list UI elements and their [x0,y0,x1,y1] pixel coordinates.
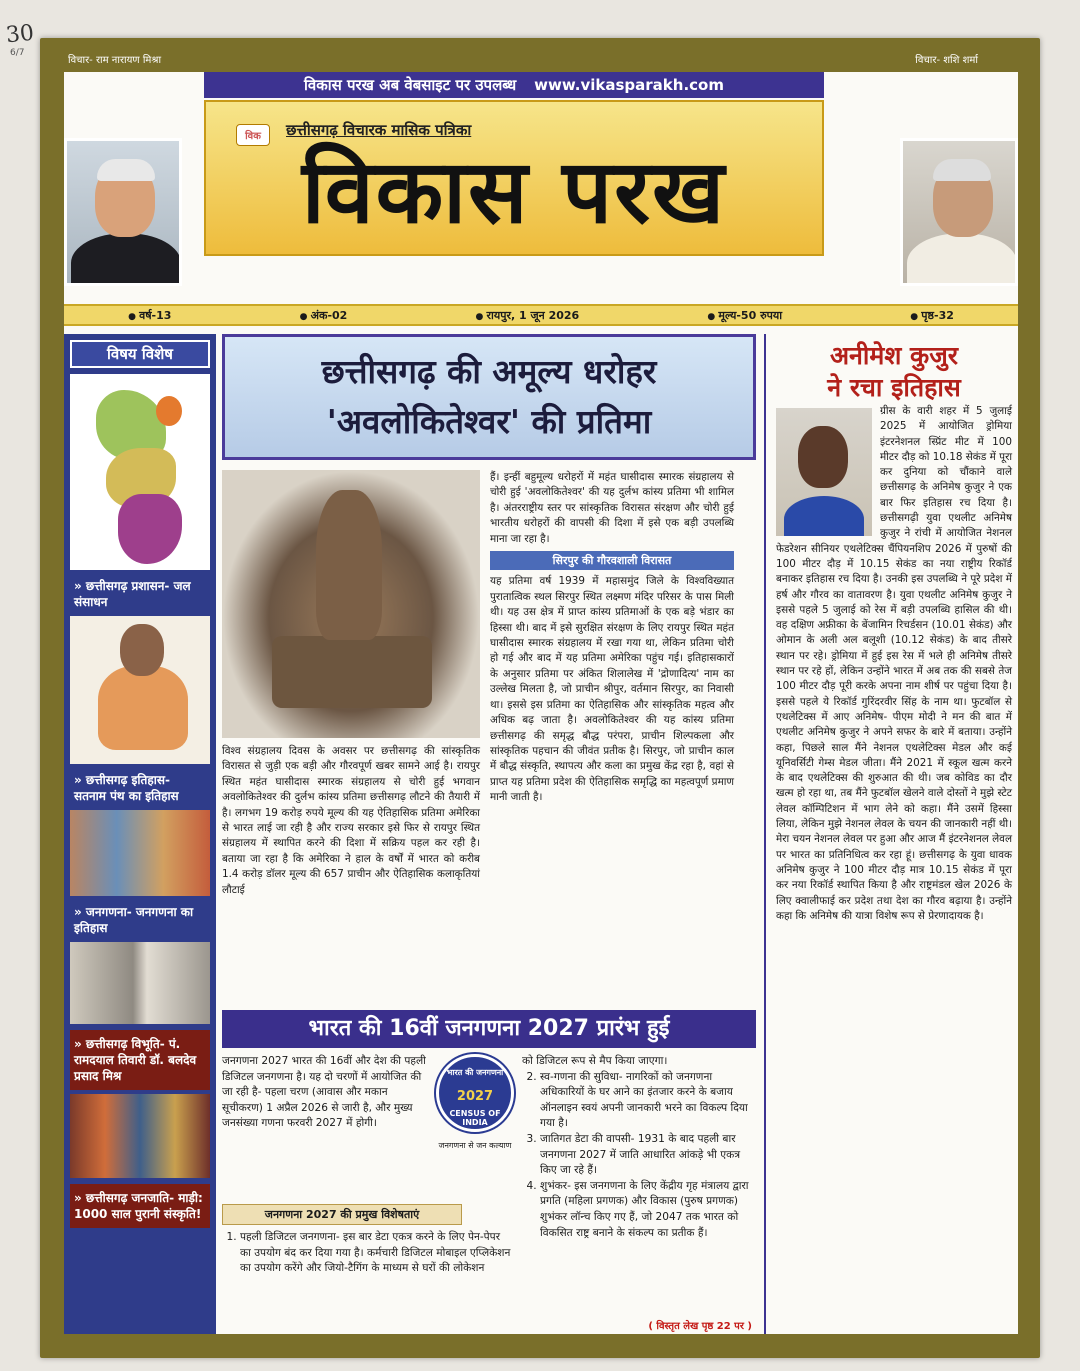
sidebar-item-census-history[interactable]: » जनगणना- जनगणना का इतिहास [74,905,194,935]
continued-note: ( विस्तृत लेख पृष्ठ 22 पर ) [648,1321,752,1332]
issue-number: ● अंक-02 [300,308,348,323]
census-story [222,1010,756,1334]
seal-slogan: जनगणना से जन कल्याण [438,1141,512,1150]
masthead [204,100,824,256]
right-column [764,334,1018,1334]
issue-place-date: ● रायपुर, 1 जून 2026 [476,308,580,323]
sidebar-item-personalities[interactable]: » छत्तीसगढ़ विभूति- पं. रामदयाल तिवारी डॉ. बलदेव प्रसाद मिश्र [70,1030,210,1090]
magazine-cover [40,38,1040,1358]
lead-column-2-body: यह प्रतिमा वर्ष 1939 में महासमुंद जिले के विश्वविख्यात पुरातात्विक स्थल सिरपुर स्थित लक्ष्मण मंदिर परिसर के पास मिली थी। यह उस क्षेत्र में प्राप्त कांस्य प्रतिमाओं के एक बड़े भंडार का हिस्सा थी। बाद में इसे सुरक्षित संरक्षण के लिए रायपुर स्थित महंत घासीदास स्मारक संग्रहालय में रखा गया था, लेकिन प्रतिमा चोरी हो गई और बाद में यह प्रतिमा अमेरिका पहुंच गई। इतिहासकारों के अनुसार प्रतिमा पर अंकित शिलालेख में 'द्रोणादित्य' नाम का उल्लेख मिलता है, जो प्राचीन श्रीपुर, वर्तमान सिरपुर, का निवासी था। इससे इस प्रतिमा का ऐतिहासिक और सांस्कृतिक महत्व और अधिक बढ़ जाता है। अवलोकितेश्वर की यह कांस्य प्रतिमा छत्तीसगढ़ की समृद्ध बौद्ध परंपरा, प्राचीन शिल्पकला और सांस्कृतिक पहचान की जीवंत प्रतीक है। सिरपुर, जो प्राचीन काल में बौद्ध संस्कृति, स्थापत्य और कला का प्रमुख केंद्र रहा है, वहां से प्राप्त यह प्रतिमा प्रदेश की ऐतिहासिक समृद्धि का महत्वपूर्ण प्रमाण मानी जाती है। [490,575,734,804]
banner-url[interactable]: www.vikasparakh.com [534,76,724,94]
main-content [222,334,756,1334]
chhattisgarh-map-image [70,374,210,570]
lead-column-1: विश्व संग्रहालय दिवस के अवसर पर छत्तीसगढ़ की सांस्कृतिक विरासत से जुड़ी एक बड़ी और गौरवपूर्ण खबर सामने आई है। रायपुर स्थित महंत घासीदास स्मारक संग्रहालय से चोरी हुई भगवान अवलोकितेश्वर की दुर्लभ कांस्य प्रतिमा छत्तीसगढ़ लौटने की तैयारी में है। लगभग 19 करोड़ रुपये मूल्य की यह ऐतिहासिक प्रतिमा अमेरिका से भारत लाई जा रही है और राज्य सरकार इसे फिर से रायपुर स्थित संग्रहालय में स्थापित करने की दिशा में सक्रिय पहल कर रही है। बताया जा रहा है कि अमेरिका ने हाल के वर्षों में भारत को करीब 1.4 करोड़ डॉलर मूल्य की 657 प्राचीन और ऐतिहासिक कलाकृतियां लौटाई [222,745,480,896]
lead-column-2-top: हैं। इन्हीं बहुमूल्य धरोहरों में महंत घासीदास स्मारक संग्रहालय से चोरी हुई 'अवलोकितेश्वर' की यह दुर्लभ कांस्य प्रतिमा भी शामिल है। अंतरराष्ट्रीय स्तर पर सांस्कृतिक विरासत संरक्षण और चोरी हुई भारतीय धरोहरों की वापसी की दिशा में इसे एक बड़ी उपलब्धि माना जा रहा है। [490,471,734,545]
lead-headline[interactable] [222,334,756,460]
features-heading: जनगणना 2027 की प्रमुख विशेषताएं [222,1204,462,1225]
seal-year: 2027 [456,1089,494,1104]
census-photo [70,810,210,896]
website-banner [204,72,824,98]
right-headline-line1: अनीमेश कुजुर [829,341,959,370]
caption-right: विचार- शशि शर्मा [915,55,978,66]
census-col2-lead: को डिजिटल रूप से मैप किया जाएगा। [522,1055,668,1067]
feature-1: 1. पहली डिजिटल जनगणना- इस बार डेटा एकत्र करने के लिए पेन-पेपर का उपयोग बंद कर दिया गया है। कर्मचारी डिजिटल मोबाइल एप्लिकेशन का उपयोग करेंगे और जियो-टैगिंग के माध्यम से घरों की लोकेशन [240,1230,512,1277]
athlete-photo [776,408,872,536]
portrait-left [64,138,182,286]
seal-top-text: भारत की जनगणना [446,1068,504,1077]
sidebar-item-tribes[interactable]: » छत्तीसगढ़ जनजाति- माड़ी: 1000 साल पुरानी संस्कृति! [70,1184,210,1228]
issue-info-bar [64,304,1018,326]
census-body [222,1054,756,1334]
lead-headline-line1: छत्तीसगढ़ की अमूल्य धरोहर [321,352,657,391]
census-headline[interactable]: भारत की 16वीं जनगणना 2027 प्रारंभ हुई [222,1010,756,1048]
right-headline[interactable] [776,340,1012,404]
feature-2: 2. स्व-गणना की सुविधा- नागरिकों को जनगणना अधिकारियों के घर आने का इंतजार करने के बजाय ऑनलाइन स्वयं अपनी जानकारी भरने का विकल्प दिया गया है। [540,1070,756,1132]
lead-story [222,470,756,1002]
handwritten-note: 6/7 [10,48,25,58]
right-article-text: ग्रीस के वारी शहर में 5 जुलाई 2025 में आयोजित ड्रोमिया इंटरनेशनल स्प्रिंट मीट में 100 मीटर दौड़ को 10.18 सेकंड में पूरा कर दुनिया को चौंकाने वाले छत्तीसगढ़ के अनिमेष कुजुर ने एक बार फिर इतिहास रच दिया है। छत्तीसगढ़ी युवा एथलीट अनिमेष कुजुर ने रांची में आयोजित नेशनल फेडरेशन सीनियर एथलेटिक्स चैंपियनशिप 2026 में पुरुषों की 100 मीटर दौड़ में 10.15 सेकंड का नया राष्ट्रीय रिकॉर्ड बनाकर इतिहास रच दिया है। उनकी इस उपलब्धि ने पूरे प्रदेश में हर्ष और गौरव का वातावरण है। युवा एथलीट अनिमेष कुजुर ने इससे पहले 5 जुलाई को रेस में बड़ी उपलब्धि हासिल की थी। वह दक्षिण अफ्रीका के बेंजामिन रिचर्डसन (10.01 सेकंड) और ओमान के अली अल बलूशी (10.12 सेकंड) के बाद तीसरे स्थान पर रहे। ड्रोमिया में हुई इस रेस में भले ही अनिमेष तीसरे स्थान पर रहे हों, लेकिन उन्होंने भारत में अब तक की सबसे तेज 100 मीटर दौड़ पूरी करके अपना नाम शीर्ष पर पहुंचा दिया है। इससे पहले ये रिकॉर्ड गुरिंदरवीर सिंह के नाम था। फुटबॉल से एथलेटिक्स में आए अनिमेष- पीएम मोदी ने मन की बात में एथलीट अनिमेष कुजुर ने अपने सफर के बारे में बताया। उन्होंने कहा, पिछले साल मैंने नेशनल एथलेटिक्स मेडल और कई यूनिवर्सिटी गेम्स मेडल जीता। मैंने 2021 में स्कूल खत्म करने के बाद एथलेटिक्स की शुरुआत की थी। जब कोविड का दौर खत्म हो रहा था, तब मैंने फुटबॉल खेलने वाले दोस्तों ने मुझे स्टेट लेवल कॉम्पिटिशन में भाग लेने को कहा। मैंने उसमें हिस्सा लिया, लेकिन मुझे नेशनल लेवल के चयन की जानकारी नहीं थी। मेरा चयन नेशनल लेवल पर हुआ और आज मैं इंटरनेशनल लेवल पर भारत का प्रतिनिधित्व कर रहा हूं। छत्तीसगढ़ के युवा धावक अनिमेष कुजुर ने 100 मीटर दौड़ मात्र 10.15 सेकंड में पूरा कर नया रिकॉर्ड स्थापित किया है और राष्ट्रमंडल खेल 2026 के लिए क्वालीफाई कर प्रदेश तथा देश का गौरव बढ़ाया है। उन्होंने कहा कि अनिमेष की यात्रा विशेष रूप से प्रेरणादायक है। [776,405,1013,922]
banner-text: विकास परख अब वेबसाइट पर उपलब्ध [303,76,517,94]
feature-4: 4. शुभंकर- इस जनगणना के लिए केंद्रीय गृह मंत्रालय द्वारा प्रगति (महिला प्रगणक) और विकास (पुरुष प्रगणक) शुभंकर लॉन्च किए गए हैं, जो 2047 तक भारत को विकसित राष्ट्र बनाने के संकल्प का प्रतीक हैं। [540,1179,756,1241]
logo-icon: विक [236,124,270,146]
tribal-photo [70,1094,210,1178]
census-intro: जनगणना 2027 भारत की 16वीं और देश की पहली डिजिटल जनगणना है। यह दो चरणों में आयोजित की जा रही है- पहला चरण (आवास और मकान सूचीकरण) 1 अप्रैल 2026 से जारी है, और मुख्य जनसंख्या गणना फरवरी 2027 में होगी। [222,1055,426,1130]
issue-pages: ● पृष्ठ-32 [910,308,954,323]
portrait-right [900,138,1018,286]
sidebar-item-satnam-history[interactable]: » छत्तीसगढ़ इतिहास- सतनाम पंथ का इतिहास [74,773,179,803]
lead-column-2 [490,470,734,806]
features-list-1 [222,1230,512,1277]
brand-title: विकास परख [301,140,727,243]
census-column-2 [522,1054,756,1241]
seal-bottom-text: CENSUS OF INDIA [449,1109,501,1127]
census-logo-icon [436,1054,514,1132]
issue-price: ● मूल्य-50 रुपया [707,308,782,323]
personalities-photo [70,942,210,1024]
statue-image [222,470,480,738]
cover-inner [64,55,1018,1334]
saint-illustration [70,616,210,764]
sidebar [64,334,216,1334]
handwritten-page-number: 30 [4,20,36,49]
feature-3: 3. जातिगत डेटा की वापसी- 1931 के बाद पहली बार जनगणना 2027 में जाति आधारित आंकड़े भी एकत्र किए जा रहे हैं। [540,1132,756,1179]
tagline: छत्तीसगढ़ विचारक मासिक पत्रिका [286,121,472,139]
caption-left: विचार- राम नारायण मिश्रा [68,55,162,66]
sidebar-heading: विषय विशेष [70,340,210,368]
sidebar-item-water-resources[interactable]: » छत्तीसगढ़ प्रशासन- जल संसाधन [74,579,191,609]
issue-year: ● वर्ष-13 [128,308,171,323]
right-headline-line2: ने रचा इतिहास [827,373,961,402]
lead-subhead: सिरपुर की गौरवशाली विरासत [490,551,734,570]
lead-headline-line2: 'अवलोकितेश्वर' की प्रतिमा [326,402,652,441]
